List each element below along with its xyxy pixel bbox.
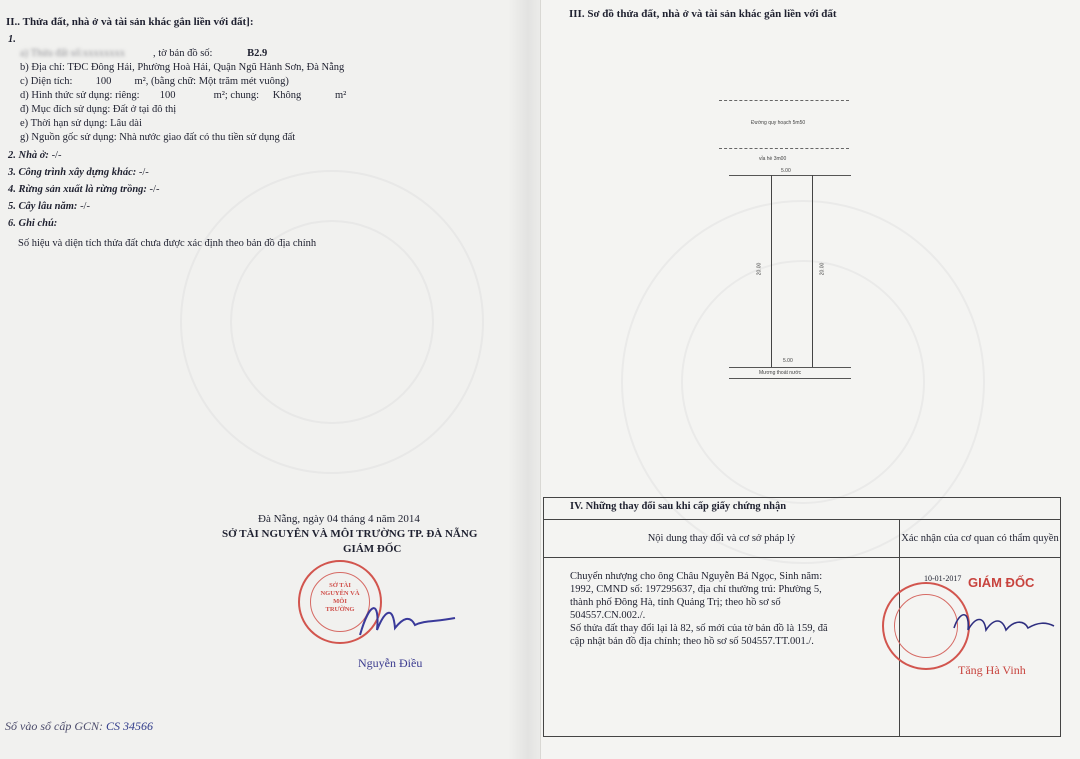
item-1f-duration: e) Thời hạn sử dụng: Lâu dài — [20, 118, 142, 129]
drain-line — [729, 378, 851, 379]
top-width-label: 5.00 — [781, 168, 791, 174]
change-line-1: Chuyển nhượng cho ông Châu Nguyễn Bá Ngọc, Sinh năm: — [570, 571, 823, 582]
note-text: Số hiệu và diện tích thửa đất chưa được xác định theo bản đồ địa chính — [18, 238, 317, 249]
column-confirmation-header: Xác nhận của cơ quan có thẩm quyền — [900, 520, 1061, 558]
road-label: Đường quy hoạch 5m50 — [751, 120, 806, 126]
item-1g-origin: g) Nguồn gốc sử dụng: Nhà nước giao đất có thu tiền sử dụng đất — [20, 132, 296, 143]
director-signature — [355, 590, 465, 650]
change-content-cell — [544, 558, 900, 737]
sidewalk-line — [719, 148, 849, 149]
bottom-width-label: 5.00 — [783, 358, 793, 364]
item-5-perennial-trees: 5. Cây lâu năm: -/- — [8, 201, 90, 212]
left-length-label: 20.00 — [756, 262, 763, 276]
right-length-label: 20.00 — [819, 262, 826, 276]
item-1c-area: c) Diện tích: 100 m², (bằng chữ: Một trăm mét vuông) — [20, 76, 289, 87]
change-line-3: thành phố Đông Hà, tỉnh Quảng Trị; theo hồ sơ số — [570, 597, 781, 608]
map-sheet-number: B2.9 — [247, 48, 268, 59]
item-1-number: 1. — [8, 34, 16, 45]
confirmation-signature — [950, 604, 1060, 644]
parcel-number-redacted: a) Thửa đất số: — [20, 48, 83, 59]
change-line-4: 504557.CN.002./. — [570, 610, 646, 621]
item-1e-purpose: đ) Mục đích sử dụng: Đất ở tại đô thị — [20, 104, 177, 115]
item-1b-address: b) Địa chỉ: TĐC Đông Hải, Phường Hoà Hải, Quận Ngũ Hành Sơn, Đà Nẵng — [20, 62, 345, 73]
column-content-header: Nội dung thay đổi và cơ sở pháp lý — [544, 520, 900, 558]
change-line-2: 1992, CMND số: 197295637, địa chỉ thường trú: Phường 5, — [570, 584, 822, 595]
confirmation-cell — [900, 558, 1061, 737]
item-6-notes-label: 6. Ghi chú: — [8, 218, 58, 229]
item-1d-usage-form: d) Hình thức sử dụng: riêng: 100 m²; chung: Không m² — [20, 90, 347, 101]
change-line-5: Số thửa đất thay đổi lại là 82, số mới của tờ bản đồ là 159, đã — [570, 623, 828, 634]
signer-name: Nguyễn Điều — [358, 656, 423, 670]
changes-heading: IV. Những thay đổi sau khi cấp giấy chứng nhận — [544, 498, 1061, 520]
confirmation-signer: Tăng Hà Vinh — [958, 663, 1026, 677]
sidewalk-label: vỉa hè 3m00 — [759, 156, 787, 162]
section-iii-heading: III. Sơ đồ thửa đất, nhà ở và tài sản khác gắn liền với đất — [569, 8, 837, 20]
parcel-outline — [771, 175, 813, 367]
official-seal: SỞ TÀI NGUYÊN VÀ MÔI TRƯỜNG — [298, 560, 382, 644]
confirmation-date: 10-01-2017 — [924, 574, 962, 583]
road-line — [719, 100, 849, 101]
rear-line — [729, 367, 851, 368]
issuing-org: SỞ TÀI NGUYÊN VÀ MÔI TRƯỜNG TP. ĐÀ NẴNG — [222, 528, 478, 540]
change-line-6: cập nhật bản đồ địa chính; theo hồ sơ số 504557.TT.001./. — [570, 636, 814, 647]
register-number: Số vào sổ cấp GCN: CS 34566 — [5, 719, 154, 733]
right-page — [540, 0, 1080, 759]
item-1a-line: a) Thửa đất số:xxxxxxxx , tờ bản đồ số: B2.9 — [20, 48, 268, 59]
changes-table — [543, 497, 1061, 737]
confirmation-role: GIÁM ĐỐC — [968, 575, 1035, 590]
item-2-house: 2. Nhà ở: -/- — [8, 150, 62, 161]
drain-label: Mương thoát nước — [759, 370, 802, 376]
watermark-emblem-inner — [230, 220, 434, 424]
section-ii-heading: II.. Thửa đất, nhà ở và tài sản khác gắn liền với đất]: — [6, 16, 254, 28]
issue-date: Đà Nẵng, ngày 04 tháng 4 năm 2014 — [258, 513, 420, 525]
signer-role: GIÁM ĐỐC — [343, 543, 402, 555]
item-4-forest: 4. Rừng sản xuất là rừng trồng: -/- — [8, 184, 160, 195]
item-3-other-works: 3. Công trình xây dựng khác: -/- — [8, 167, 149, 178]
